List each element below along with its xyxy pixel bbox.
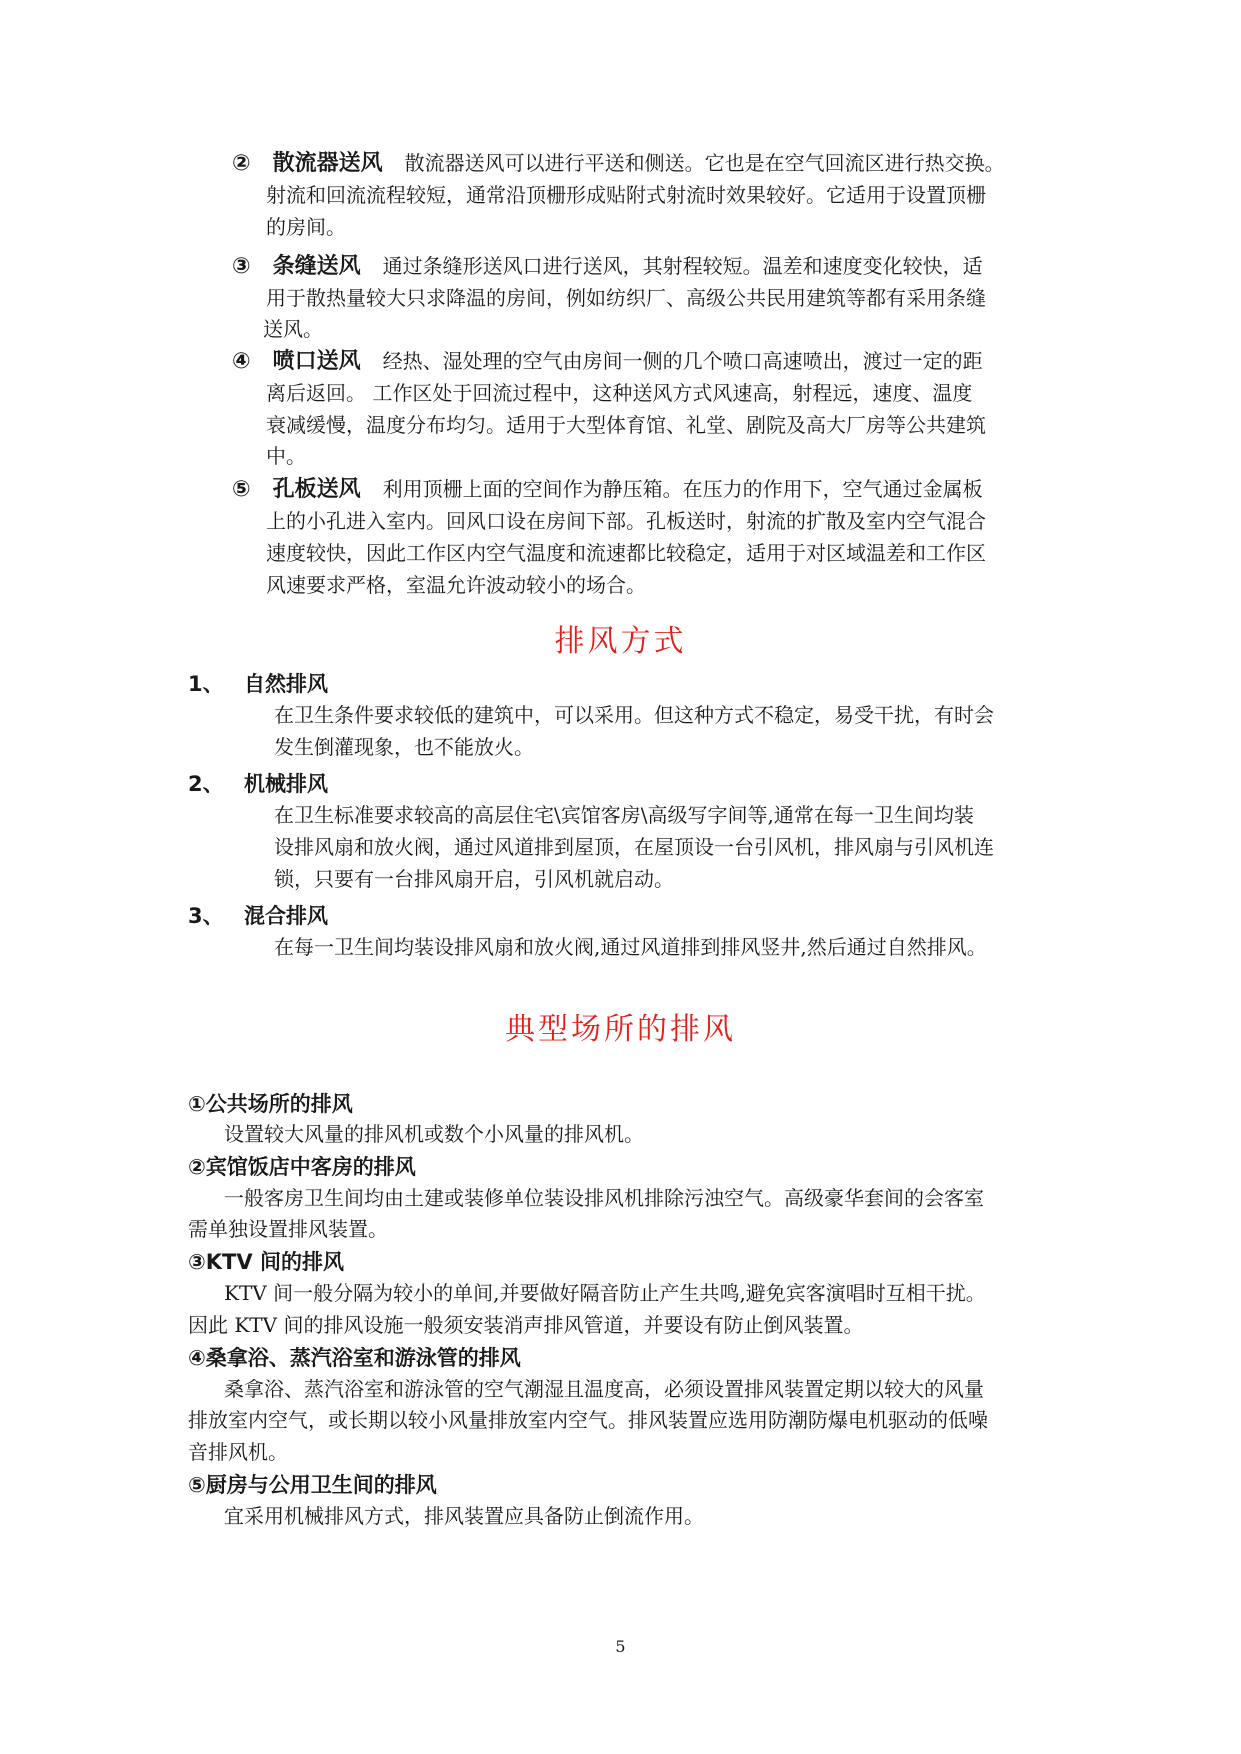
item-marker: ⑤ — [232, 477, 251, 502]
item-text: 在每一卫生间均装设排风扇和放火阀,通过风道排到排风竖井,然后通过自然排风。 — [274, 935, 987, 959]
item-number: 3、 — [188, 904, 224, 928]
item-title: 喷口送风 — [272, 349, 361, 374]
item-title: ④桑拿浴、蒸汽浴室和游泳管的排风 — [188, 1346, 521, 1370]
item-text: 排放室内空气，或长期以较小风量排放室内空气。排风装置应选用防潮防爆电机驱动的低噪 — [188, 1408, 988, 1432]
section-heading-typical-places: 典型场所的排风 — [505, 1012, 736, 1047]
item-text: 在卫生条件要求较低的建筑中，可以采用。但这种方式不稳定，易受干扰，有时会 — [274, 703, 994, 727]
page-number: 5 — [615, 1637, 626, 1656]
item-title: 孔板送风 — [272, 477, 361, 502]
item-text: 因此 KTV 间的排风设施一般须安装消声排风管道，并要设有防止倒风装置。 — [188, 1313, 864, 1337]
item-text: 风速要求严格，室温允许波动较小的场合。 — [266, 573, 646, 597]
item-title: 混合排风 — [244, 904, 328, 928]
item-title: 条缝送风 — [272, 254, 361, 279]
item-text: 设置较大风量的排风机或数个小风量的排风机。 — [224, 1122, 644, 1146]
item-text: 射流和回流流程较短，通常沿顶栅形成贴附式射流时效果较好。它适用于设置顶栅 — [266, 183, 986, 207]
item-marker: ② — [232, 151, 251, 176]
item-text: 通过条缝形送风口进行送风，其射程较短。温差和速度变化较快，适 — [382, 254, 983, 278]
item-text: 的房间。 — [266, 215, 346, 239]
item-text: 桑拿浴、蒸汽浴室和游泳管的空气潮湿且温度高，必须设置排风装置定期以较大的风量 — [224, 1377, 984, 1401]
item-marker: ③ — [232, 254, 251, 279]
item-marker: ④ — [232, 349, 251, 374]
item-text: 锁，只要有一台排风扇开启，引风机就启动。 — [274, 867, 674, 891]
item-title: ①公共场所的排风 — [188, 1092, 353, 1116]
item-first-line — [232, 346, 983, 377]
item-text: 散流器送风可以进行平送和侧送。它也是在空气回流区进行热交换。 — [404, 151, 1005, 175]
item-text: 发生倒灌现象，也不能放火。 — [274, 735, 534, 759]
item-text: 宜采用机械排风方式，排风装置应具备防止倒流作用。 — [224, 1504, 704, 1528]
item-text: 设排风扇和放火阀，通过风道排到屋顶，在屋顶设一台引风机，排风扇与引风机连 — [274, 835, 994, 859]
item-title: 自然排风 — [244, 672, 328, 696]
item-first-line — [232, 251, 983, 282]
item-title: ③KTV 间的排风 — [188, 1250, 344, 1274]
item-text: KTV 间一般分隔为较小的单间,并要做好隔音防止产生共鸣,避免宾客演唱时互相干扰。 — [224, 1281, 986, 1305]
item-text: 经热、湿处理的空气由房间一侧的几个喷口高速喷出，渡过一定的距 — [382, 349, 983, 373]
section-heading-exhaust-methods: 排风方式 — [554, 624, 687, 659]
item-first-line — [232, 148, 1005, 179]
item-title: 机械排风 — [244, 772, 328, 796]
item-text: 利用顶栅上面的空间作为静压箱。在压力的作用下，空气通过金属板 — [382, 477, 983, 501]
item-number: 2、 — [188, 772, 224, 796]
item-text: 上的小孔进入室内。回风口设在房间下部。孔板送时，射流的扩散及室内空气混合 — [266, 509, 986, 533]
item-text: 音排风机。 — [188, 1440, 288, 1464]
item-text: 需单独设置排风装置。 — [188, 1217, 388, 1241]
item-text: 一般客房卫生间均由土建或装修单位装设排风机排除污浊空气。高级豪华套间的会客室 — [224, 1186, 984, 1210]
item-title: 散流器送风 — [272, 151, 383, 176]
item-text: 用于散热量较大只求降温的房间，例如纺织厂、高级公共民用建筑等都有采用条缝 — [266, 286, 986, 310]
item-title: ②宾馆饭店中客房的排风 — [188, 1155, 416, 1179]
item-text: 中。 — [266, 444, 306, 468]
item-title: ⑤厨房与公用卫生间的排风 — [188, 1473, 437, 1497]
item-text: 送风。 — [263, 317, 323, 341]
item-number: 1、 — [188, 672, 224, 696]
item-text: 离后返回。 工作区处于回流过程中，这种送风方式风速高，射程远，速度、温度 — [266, 381, 973, 405]
item-first-line — [232, 474, 983, 505]
item-text: 速度较快，因此工作区内空气温度和流速都比较稳定，适用于对区域温差和工作区 — [266, 541, 986, 565]
item-text: 衰减缓慢，温度分布均匀。适用于大型体育馆、礼堂、剧院及高大厂房等公共建筑 — [266, 413, 986, 437]
item-text: 在卫生标准要求较高的高层住宅\宾馆客房\高级写字间等,通常在每一卫生间均装 — [274, 803, 974, 827]
